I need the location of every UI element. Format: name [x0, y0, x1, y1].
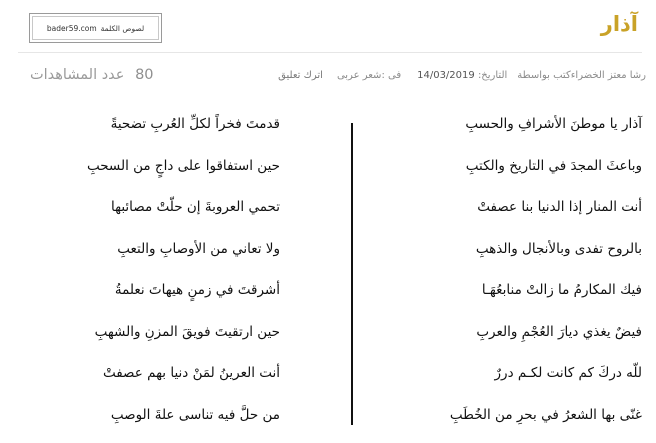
poem-verse-right: للّه دركَ كم كانت لكـم دررٌ [494, 365, 642, 381]
poem-verse-right: بالروح تفدى وبالأنجال والذهبِ [475, 240, 642, 257]
poem-verse-left: حين استفاقوا على داجٍ من السحبِ [86, 157, 280, 174]
views-counter [30, 67, 154, 83]
poem-verse-right: وباعثَ المجدَ في التاريخ والكتبِ [465, 157, 642, 174]
poem-verse-right: فيضٌ يغذي ديارَ العُجْمِ والعربِ [476, 323, 642, 340]
site-badge-inner [32, 16, 159, 40]
post-date-value: 14/03/2019 [417, 69, 475, 81]
poem-verse-left: أشرقتَ في زمنٍ هيهاتَ نعلمةُ [114, 282, 280, 298]
poem-right-column [382, 110, 642, 442]
leave-comment-link[interactable]: اترك تعليق [278, 69, 323, 81]
poem-verse-left: ولا تعاني من الأوصابِ والتعبِ [117, 240, 280, 257]
post-date-label: التاريخ: [477, 69, 508, 81]
poem-verse-right: غنّى بها الشعرُ في بحرِ من الخُطَبِ [449, 406, 642, 423]
poem-verse-right: آذار يا موطنَ الأشرافِ والحسبِ [465, 116, 642, 132]
site-badge-url: bader59.com [46, 23, 97, 33]
poem-verse-left: من حلَّ فيه تناسى علةَ الوصبِ [110, 406, 280, 423]
post-title: آذار [600, 12, 638, 36]
poem-verse-left: أنت العرينُ لمَنْ دنيا بهم عصفتْ [102, 365, 280, 381]
site-badge[interactable] [29, 13, 162, 43]
post-author[interactable]: رشا معتز الخضراءكتب بواسطة [517, 69, 646, 81]
header-divider [18, 52, 642, 53]
views-count: 80 [135, 67, 154, 83]
poem-column-divider [351, 123, 353, 425]
poem-verse-left: حين ارتقيتَ فويقَ المزنِ والشهبِ [94, 323, 280, 340]
views-label: عدد المشاهدات [30, 67, 125, 83]
poem-left-column [20, 110, 280, 442]
poem-verse-left: تحمي العروبةَ إن حلّتْ مصائبها [111, 199, 280, 215]
poem-verse-right: أنت المنار إذا الدنيا بنا عصفتْ [477, 199, 642, 215]
post-date [417, 70, 507, 81]
site-badge-tag: لصوص الكلمة [100, 23, 145, 33]
poem-verse-right: فيك المكارمُ ما زالتْ منابعُهَـا [481, 282, 642, 298]
post-meta [30, 64, 646, 86]
post-category[interactable]: فى :شعر عربى [336, 69, 402, 81]
poem-verse-left: قدمتَ فخراً لكلِّ العُربِ تضحيةً [110, 116, 280, 132]
